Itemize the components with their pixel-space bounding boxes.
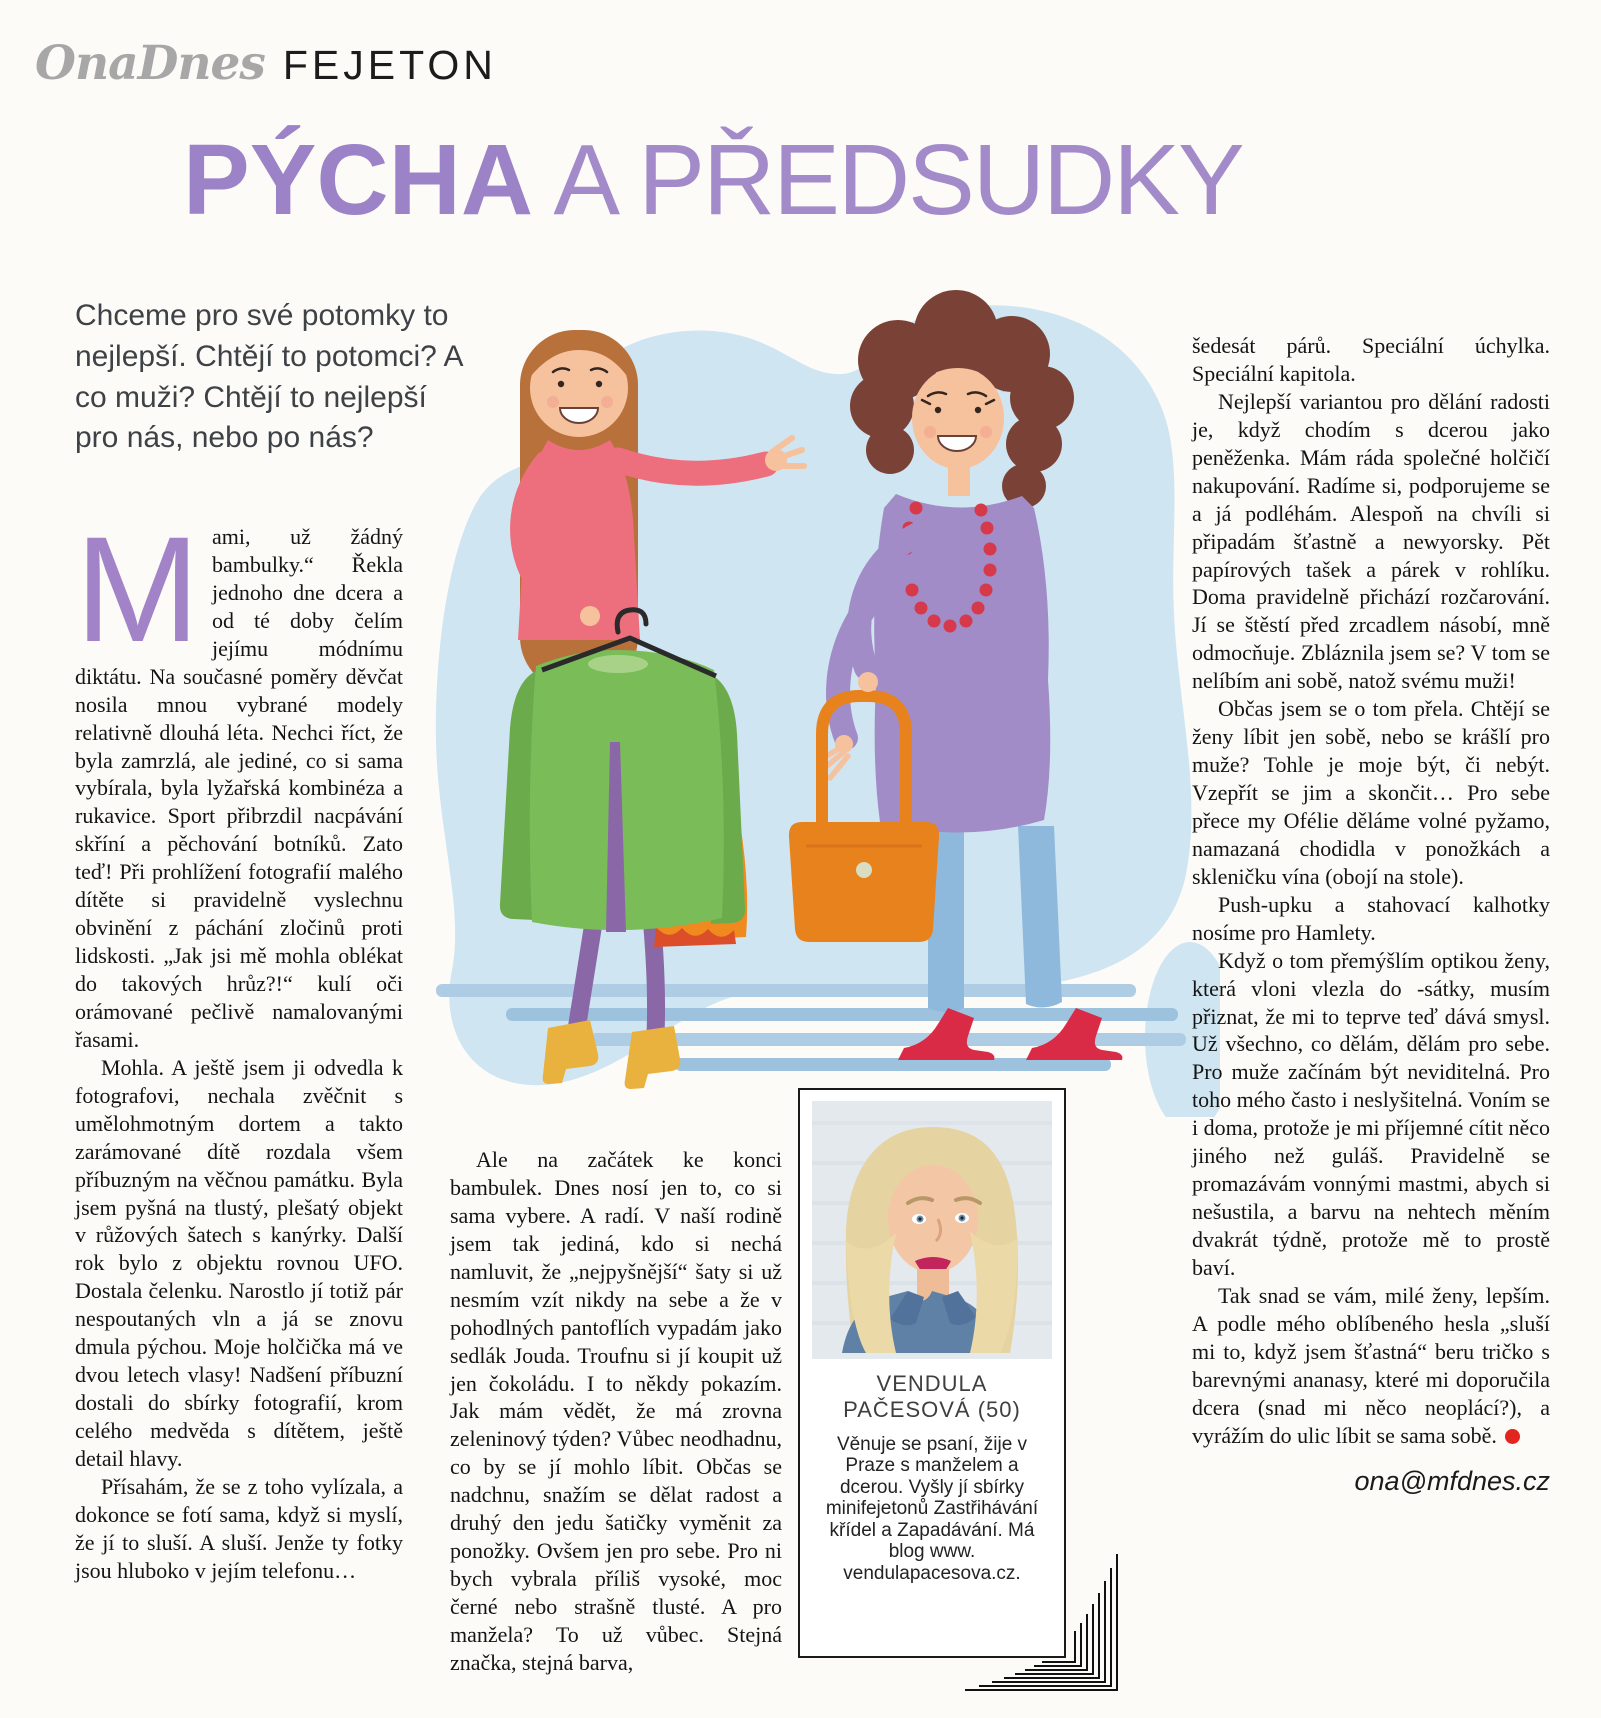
title-light-words: A PŘEDSUDKY xyxy=(533,124,1243,236)
paragraph: Když o tom přemýšlím optikou ženy, která vloni vlezla do -sátky, musím přiznat, že mi to teprve teď dává smysl. Už všechno, co dělám, dělám pro sebe. Pro muže začínám být neviditelná. Pro toho mého často i neslyšitelná. Voním se i doma, protože je mi příjemné cítit něco jiného než guláš. Pravidelně se promazávám vonnými mastmi, abych si nešustila, a barvu na nehtech měním dvakrát týdně, protože mě to prostě baví. xyxy=(1192,947,1550,1280)
paragraph: Mami, už žádný bambulky.“ Řekla jednoho dne dcera a od té doby čelím jejímu módnímu diktátu. Na současné poměry děvčat nosila mnou vybrané modely relativně dlouhá léta. Nechci říct, že byla zamrzlá, ale jediné, co si sama vybírala, byla lyžařská kombinéza a rukavice. Sport přibrzdil nacpávání skříní a pěchování botníků. Zato teď! Při prohlížení fotografií malého dítěte si pravidelně vyslechnu obvinění z páchání zločinů proti lidskosti. „Jak jsi mě mohla oblékat do takových hrůz?!“ kulí oči orámované pečlivě namalovanými řasami. xyxy=(75,505,403,1052)
masthead xyxy=(35,36,497,91)
article-end-dot-icon xyxy=(1505,1429,1520,1444)
paragraph: Mohla. A ještě jsem ji odvedla k fotografovi, nechala zvěčnit s umělohmotným dortem a takto zarámované dítě rozdala všem příbuzným na věčnou památku. Byla jsem pyšná na tlustý, plešatý objekt v růžových šatech s kanýrky. Další rok bylo z objektu rovnou UFO. Dostala čelenku. Narostlo jí totiž pár nespoutaných vln a já se znovu dmula pýchou. Moje holčička má ve dvou letech vlasy! Nadšení příbuzní dostali do sbírky fotografií, krom celého medvěda s dítětem, ještě detail hlavy. xyxy=(75,1054,403,1471)
article-perex: Chceme pro své potomky to nejlepší. Chtějí to potomci? A co muži? Chtějí to nejlepší pro nás, nebo po nás? xyxy=(75,299,462,455)
paragraph: Přísahám, že se z toho vylízala, a dokonce se fotí sama, když si myslí, že jí to sluší. A sluší. Jenže ty fotky jsou hluboko v jejím telefonu… xyxy=(75,1473,403,1583)
body-column-3 xyxy=(1192,332,1550,1498)
paragraph: Tak snad se vám, milé ženy, lepším. A podle mého oblíbeného hesla „sluší mi to, když jsem šťastná“ beru tričko s barevnými ananasy, které mi doporučila dcera (snad mi něco neoplácí?), a vyrážím do ulic líbit se sama sobě. xyxy=(1192,1282,1550,1448)
author-name: VENDULA PAČESOVÁ (50) xyxy=(843,1371,1021,1423)
author-portrait-photo xyxy=(812,1101,1052,1359)
body-column-1 xyxy=(75,505,403,1585)
paragraph: Občas jsem se o tom přela. Chtějí se ženy líbit jen sobě, nebo se krášlí pro muže? Tohle je moje být, či nebýt. Vzepřít se jim a skončit… Pro sebe přece my Ofélie děláme volné pyžamo, namazaná chodidla v ponožkách a skleničku vína (obojí na stole). xyxy=(1192,696,1550,889)
onadnes-logo: OnaDnes xyxy=(35,36,265,91)
paragraph: Push-upku a stahovací kalhotky nosíme pro Hamlety. xyxy=(1192,891,1550,945)
author-bio: Věnuje se psaní, žije v Praze s manželem a dcerou. Vyšly jí sbírky minifejetonů Zastřihávání křídel a Zapadávání. Má blog www. vendulapacesova.cz. xyxy=(825,1433,1039,1584)
paragraph: šedesát párů. Speciální úchylka. Speciální kapitola. xyxy=(1192,333,1550,386)
section-label: FEJETON xyxy=(282,42,497,88)
article-title xyxy=(183,124,1243,236)
contact-email: ona@mfdnes.cz xyxy=(1354,1465,1550,1496)
title-bold-word: PÝCHA xyxy=(183,124,534,236)
body-column-2 xyxy=(450,1146,782,1677)
paragraph: Ale na začátek ke konci bambulek. Dnes nosí jen to, co si sama vybere. A radí. V naší rodině jsem tak jediná, kdo si nechá namluvit, že „nejpyšnější“ šaty si už nesmím vzít nikdy na sebe a že v pohodlných pantoflích vypadám jako sedlák Jouda. Troufnu si jí koupit už jen čokoládu. I to někdy pokazím. Jak mám vědět, že má zrovna zeleninový týden? Vůbec neodhadnu, co by se jí mohlo líbit. Občas se nadchnu, snažím se dělat radost a druhý den jedu šatičky vyměnit za ponožky. Ovšem jen pro sebe. Pro ni bych vybrala příliš vysoké, moc černé nebo strašně tlusté. A pro manžela? To už vůbec. Stejná značka, stejná barva, xyxy=(450,1147,782,1675)
paragraph: Nejlepší variantou pro dělání radosti je, když chodím s dcerou jako peněženka. Mám ráda společné holčičí nakupování. Radíme si, podporujeme se a já podléhám. Alespoň na chvíli si připadám šťastně a newyorsky. Pět papírových tašek a párek v rohlíku. Doma pravidelně přichází rozčarování. Jí se štěstí před zrcadlem násobí, mně odmocňuje. Zbláznila jsem se? V tom se nelíbím ani sobě, natož svému muži! xyxy=(1192,388,1550,694)
stacked-pages-decoration-icon xyxy=(945,1542,1145,1702)
mother-daughter-shopping-illustration xyxy=(420,272,1220,1117)
drop-cap: M xyxy=(75,505,200,673)
